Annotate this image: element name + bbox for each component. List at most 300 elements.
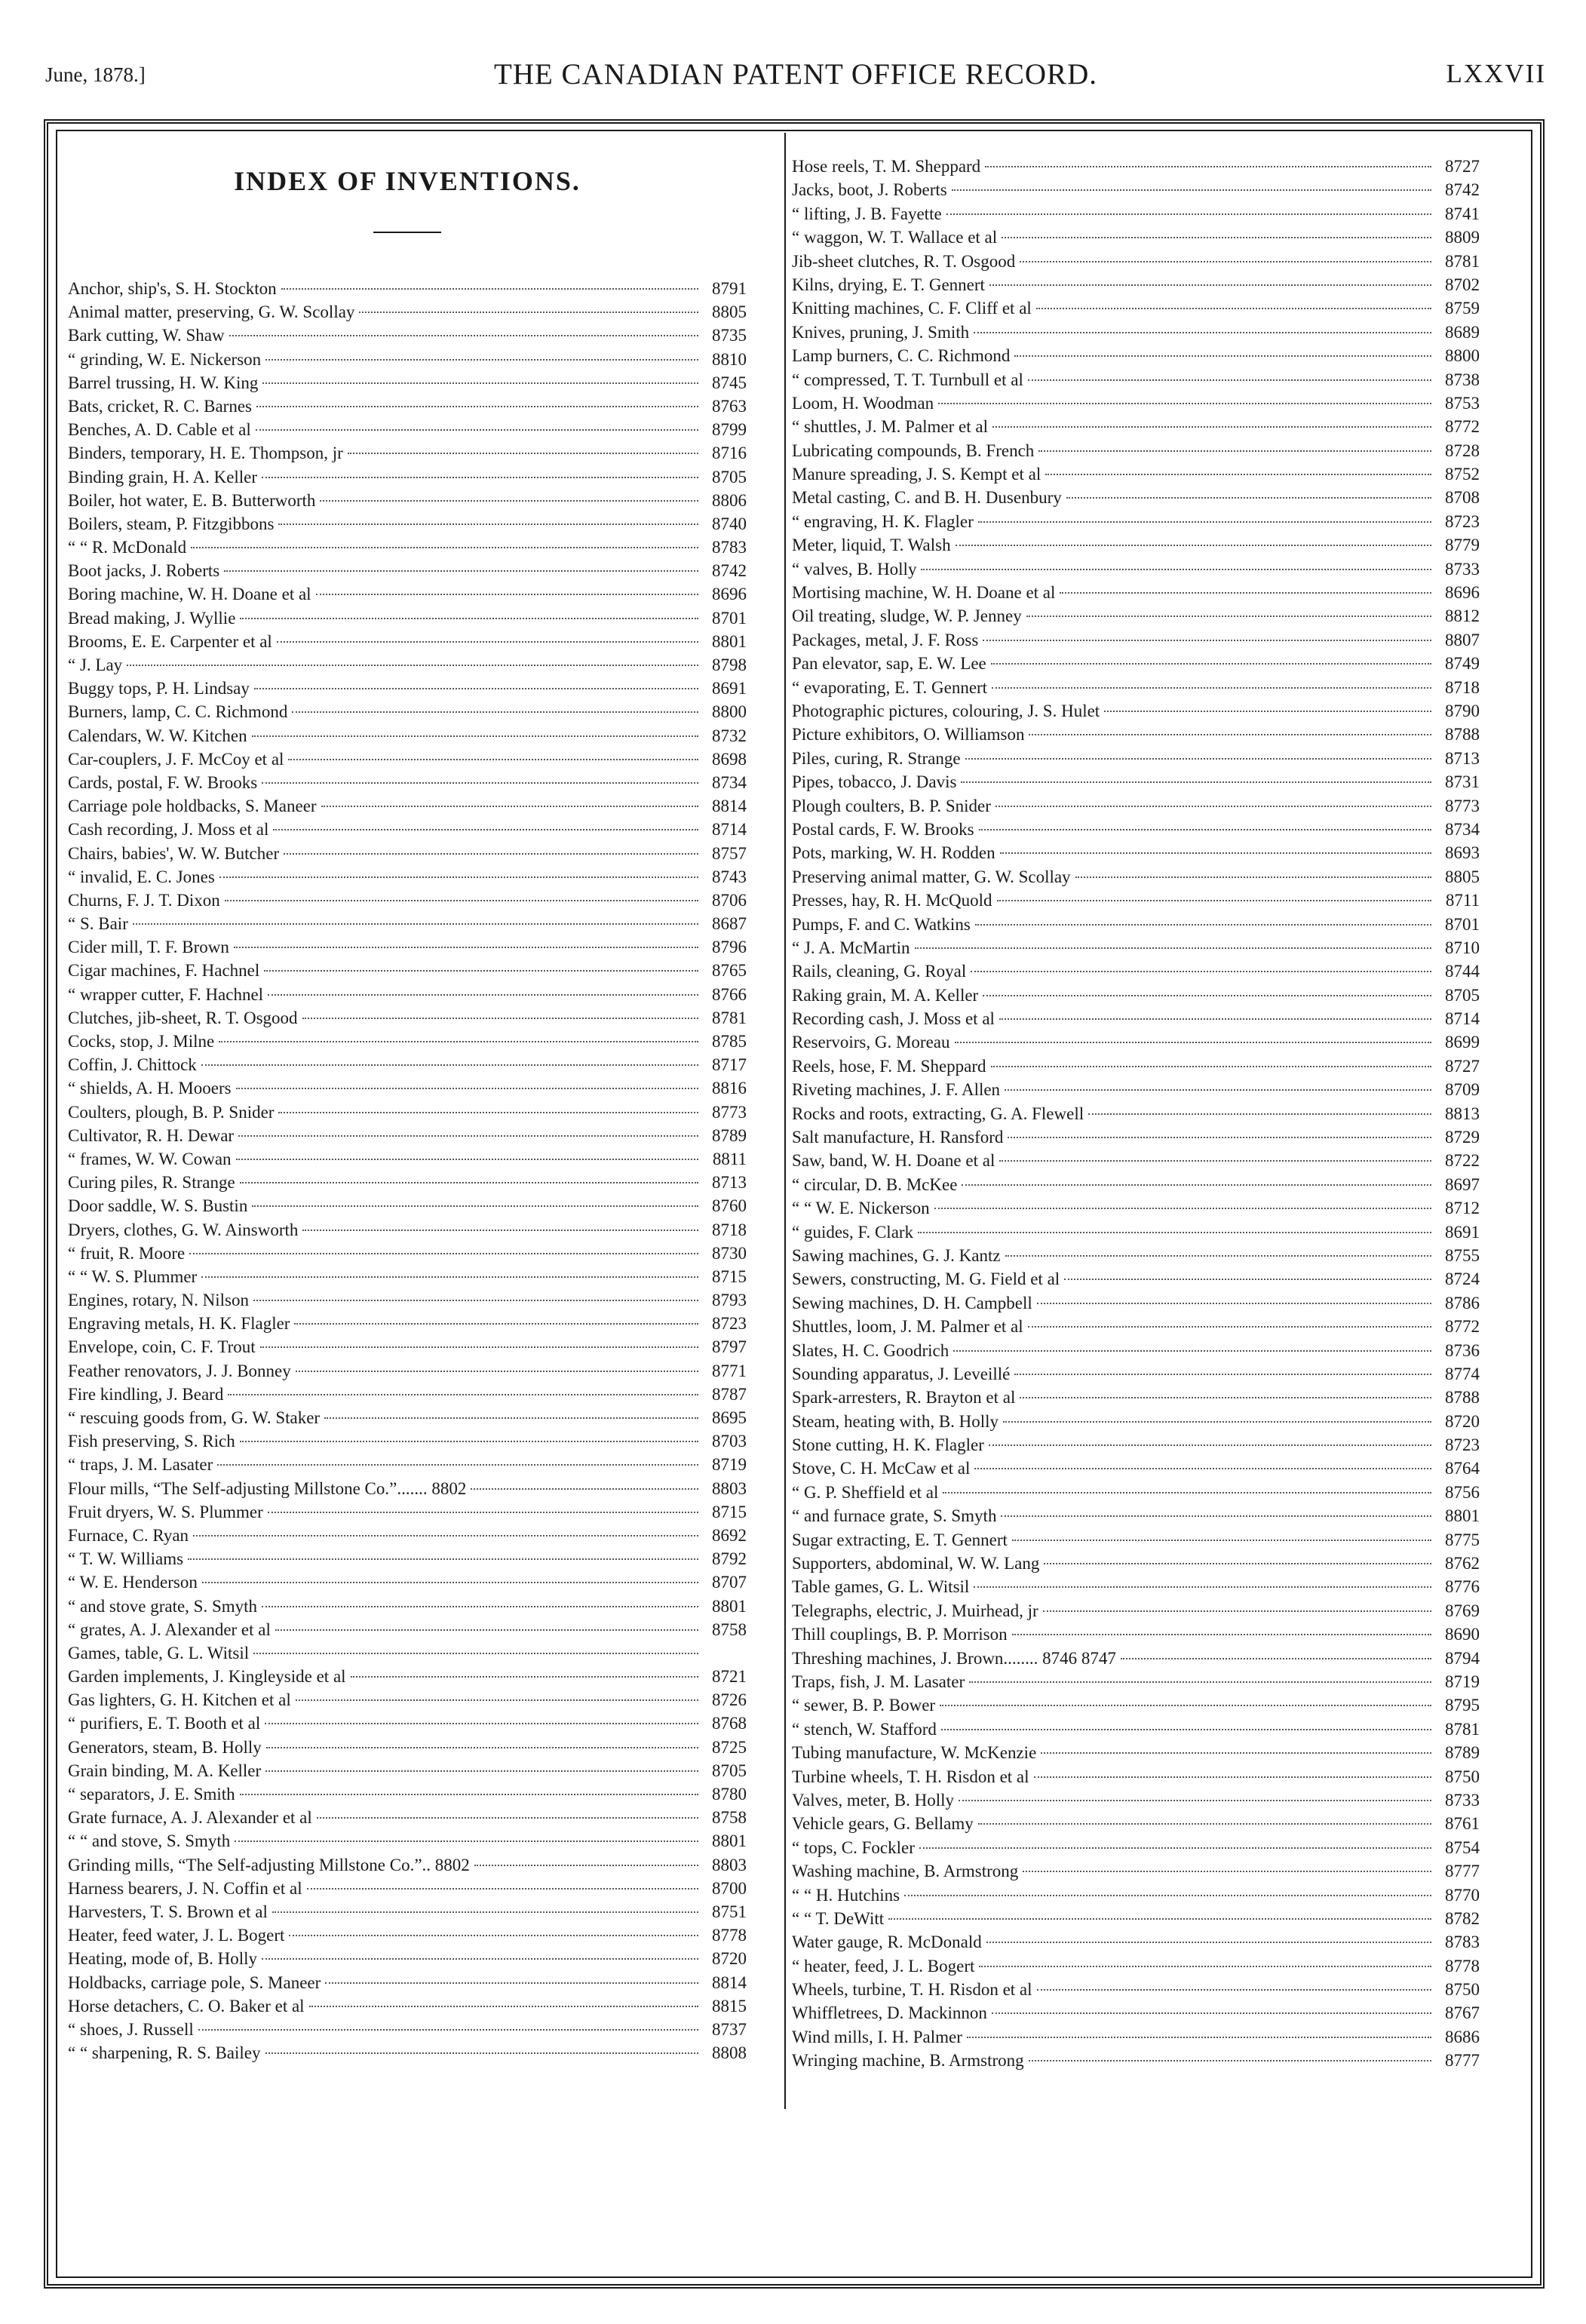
patent-number: 8752 <box>1445 465 1480 484</box>
index-entry <box>792 1339 1480 1362</box>
index-entry <box>68 1194 747 1217</box>
index-column-right <box>792 155 1480 2073</box>
index-entry <box>792 1030 1480 1054</box>
entry-subject: Coulters, plough, B. P. Snider <box>68 1102 275 1122</box>
patent-number: 8783 <box>712 538 747 557</box>
leader-dots <box>921 569 1431 570</box>
patent-number: 8762 <box>1445 1554 1480 1573</box>
entry-subject: Bark cutting, W. Shaw <box>68 326 225 345</box>
entry-subject: Benches, A. D. Cable et al <box>68 420 251 440</box>
index-entry <box>68 889 747 912</box>
patent-number: 8803 <box>712 1855 747 1874</box>
index-entry <box>68 1570 747 1594</box>
index-entry <box>68 959 747 982</box>
leader-dots <box>979 1966 1431 1967</box>
entry-subject: “ lifting, J. B. Fayette <box>792 204 942 223</box>
patent-number: 8686 <box>1445 2027 1480 2046</box>
patent-number: 8773 <box>712 1102 747 1122</box>
patent-number: 8767 <box>1445 2003 1480 2023</box>
patent-number: 8751 <box>712 1902 747 1921</box>
entry-subject: Sugar extracting, E. T. Gennert <box>792 1530 1008 1549</box>
entry-subject: Curing piles, R. Strange <box>68 1173 235 1193</box>
index-entry <box>68 912 747 935</box>
patent-number: 8696 <box>712 585 747 604</box>
leader-dots <box>302 1018 698 1019</box>
patent-number: 8687 <box>712 914 747 934</box>
index-entry <box>792 818 1480 841</box>
index-entry <box>68 1947 747 1970</box>
entry-subject: “ engraving, H. K. Flagler <box>792 511 974 531</box>
leader-dots <box>1002 237 1431 238</box>
leader-dots <box>235 1840 698 1842</box>
entry-subject: “ “ and stove, S. Smyth <box>68 1831 231 1851</box>
entry-subject: Grain binding, M. A. Keller <box>68 1761 262 1780</box>
index-entry <box>792 510 1480 533</box>
entry-subject: Bats, cricket, R. C. Barnes <box>68 396 253 416</box>
patent-number: 8693 <box>1445 843 1480 863</box>
entry-subject: Stove, C. H. McCaw et al <box>792 1459 971 1478</box>
leader-dots <box>262 477 698 478</box>
patent-number: 8733 <box>1445 1790 1480 1810</box>
index-entry <box>68 1923 747 1947</box>
column-divider <box>784 133 786 2109</box>
leader-dots <box>224 570 698 572</box>
entry-subject: Sewing machines, D. H. Campbell <box>792 1293 1032 1312</box>
index-entry <box>68 582 747 606</box>
patent-number: 8765 <box>712 961 747 981</box>
entry-subject: Car-couplers, J. F. McCoy et al <box>68 749 284 769</box>
leader-dots <box>1075 876 1431 878</box>
patent-number: 8742 <box>1445 180 1480 200</box>
entry-subject: Animal matter, preserving, G. W. Scollay <box>68 302 355 322</box>
index-entry <box>792 1457 1480 1480</box>
patent-number: 8729 <box>1445 1128 1480 1147</box>
entry-subject: Boilers, steam, P. Fitzgibbons <box>68 514 275 533</box>
entry-subject: Pipes, tobacco, J. Davis <box>792 772 957 792</box>
leader-dots <box>127 665 698 666</box>
leader-dots <box>1088 1113 1431 1115</box>
index-entry <box>792 557 1480 581</box>
leader-dots <box>979 829 1431 830</box>
leader-dots <box>1029 2060 1431 2062</box>
entry-subject: “ and furnace grate, S. Smyth <box>792 1506 997 1526</box>
index-entry <box>792 368 1480 391</box>
entry-subject: “ “ H. Hutchins <box>792 1885 900 1905</box>
index-entry <box>792 723 1480 746</box>
entry-subject: “ separators, J. E. Smith <box>68 1785 235 1804</box>
patent-number: 8734 <box>712 772 747 792</box>
entry-subject: Reels, hose, F. M. Sheppard <box>792 1056 986 1076</box>
index-title: INDEX OF INVENTIONS. <box>234 166 581 196</box>
patent-number: 8780 <box>712 1785 747 1804</box>
patent-number: 8791 <box>712 279 747 298</box>
leader-dots <box>997 900 1431 901</box>
patent-number: 8769 <box>1445 1601 1480 1620</box>
patent-number: 8705 <box>1445 985 1480 1005</box>
leader-dots <box>904 1895 1431 1896</box>
leader-dots <box>1028 1326 1431 1328</box>
entry-subject: Jib-sheet clutches, R. T. Osgood <box>792 251 1016 271</box>
index-entry <box>792 1078 1480 1101</box>
patent-number: 8753 <box>1445 393 1480 413</box>
patent-number: 8735 <box>712 326 747 345</box>
patent-number: 8757 <box>712 843 747 863</box>
index-entry <box>792 628 1480 652</box>
patent-number: 8758 <box>712 1619 747 1639</box>
index-entry <box>792 1386 1480 1409</box>
leader-dots <box>253 1653 698 1654</box>
index-entry <box>68 1900 747 1923</box>
index-entry <box>792 1433 1480 1457</box>
entry-subject: Mortising machine, W. H. Doane et al <box>792 583 1056 603</box>
entry-subject: “ invalid, E. C. Jones <box>68 867 215 886</box>
patent-number: 8775 <box>1445 1530 1480 1549</box>
leader-dots <box>219 876 698 878</box>
entry-subject: Lamp burners, C. C. Richmond <box>792 346 1011 366</box>
index-entry <box>68 348 747 371</box>
entry-subject: Sounding apparatus, J. Leveillé <box>792 1364 1011 1383</box>
entry-subject: “ stench, W. Stafford <box>792 1719 937 1739</box>
patent-number: 8736 <box>1445 1340 1480 1360</box>
leader-dots <box>277 641 698 643</box>
index-entry <box>68 653 747 677</box>
patent-number: 8714 <box>1445 1009 1480 1029</box>
entry-subject: Boring machine, W. H. Doane et al <box>68 585 311 604</box>
leader-dots <box>992 2012 1431 2014</box>
leader-dots <box>268 1512 698 1513</box>
leader-dots <box>1012 1540 1431 1541</box>
patent-number: 8749 <box>1445 654 1480 674</box>
leader-dots <box>1041 1752 1431 1754</box>
leader-dots <box>272 1911 698 1913</box>
index-entry <box>792 1220 1480 1244</box>
patent-number: 8703 <box>712 1432 747 1451</box>
leader-dots <box>1005 1089 1431 1091</box>
patent-number: 8721 <box>712 1667 747 1687</box>
index-entry <box>68 1312 747 1335</box>
patent-number: 8816 <box>712 1079 747 1098</box>
patent-number: 8696 <box>1445 583 1480 603</box>
index-entry <box>68 1641 747 1665</box>
patent-number: 8788 <box>1445 1388 1480 1408</box>
leader-dots <box>252 1205 698 1207</box>
patent-number: 8732 <box>712 726 747 745</box>
leader-dots <box>941 1729 1431 1730</box>
index-entry <box>68 748 747 771</box>
entry-subject: Manure spreading, J. S. Kempt et al <box>792 465 1041 484</box>
index-entry <box>792 1149 1480 1172</box>
entry-subject: Coffin, J. Chittock <box>68 1055 197 1075</box>
patent-number: 8690 <box>1445 1625 1480 1644</box>
entry-subject: Rocks and roots, extracting, G. A. Flewell <box>792 1104 1084 1123</box>
leader-dots <box>240 618 698 619</box>
index-entry <box>792 1812 1480 1835</box>
index-entry <box>792 415 1480 438</box>
index-entry <box>68 1688 747 1712</box>
index-entry <box>68 842 747 865</box>
entry-subject: “ evaporating, E. T. Gennert <box>792 677 988 697</box>
index-entry <box>792 699 1480 723</box>
entry-subject: Meter, liquid, T. Walsh <box>792 536 951 555</box>
leader-dots <box>991 1066 1431 1067</box>
leader-dots <box>320 500 698 502</box>
leader-dots <box>918 1232 1431 1233</box>
patent-number: 8720 <box>1445 1411 1480 1431</box>
leader-dots <box>229 335 698 336</box>
leader-dots <box>260 1346 698 1348</box>
patent-number: 8799 <box>712 420 747 440</box>
index-column-left <box>68 155 747 2065</box>
index-entry <box>792 1883 1480 1907</box>
index-entry <box>792 1670 1480 1693</box>
index-entry <box>68 865 747 889</box>
entry-subject: Harness bearers, J. N. Coffin et al <box>68 1878 302 1898</box>
index-entry <box>68 1006 747 1030</box>
patent-number: 8743 <box>712 867 747 886</box>
index-entry <box>792 913 1480 936</box>
patent-number: 8764 <box>1445 1459 1480 1478</box>
leader-dots <box>201 1276 698 1278</box>
patent-number: 8783 <box>1445 1933 1480 1952</box>
index-entry <box>68 1877 747 1900</box>
index-entry <box>68 1124 747 1147</box>
leader-dots <box>264 970 698 972</box>
patent-number: 8768 <box>712 1714 747 1733</box>
patent-number: 8716 <box>712 444 747 463</box>
patent-number: 8754 <box>1445 1837 1480 1857</box>
entry-subject: Chairs, babies', W. W. Butcher <box>68 843 280 863</box>
index-entry <box>68 1853 747 1877</box>
index-entry <box>68 771 747 794</box>
index-entry <box>68 1359 747 1383</box>
patent-number: 8792 <box>712 1549 747 1569</box>
patent-number: 8750 <box>1445 1767 1480 1786</box>
leader-dots <box>934 1208 1431 1209</box>
entry-subject: Whiffletrees, D. Mackinnon <box>792 2003 987 2023</box>
index-entry <box>792 296 1480 320</box>
leader-dots <box>974 332 1431 333</box>
index-entry <box>792 1410 1480 1433</box>
entry-subject: Fruit dryers, W. S. Plummer <box>68 1502 263 1521</box>
page-number: LXXVII <box>1446 59 1546 88</box>
leader-dots <box>983 995 1431 996</box>
patent-number: 8778 <box>712 1926 747 1945</box>
index-entry <box>68 1288 747 1312</box>
patent-number: 8691 <box>1445 1222 1480 1242</box>
leader-dots <box>1104 711 1431 712</box>
entry-subject: Cash recording, J. Moss et al <box>68 820 269 840</box>
entry-subject: Harvesters, T. S. Brown et al <box>68 1902 268 1921</box>
entry-subject: “ J. Lay <box>68 655 123 674</box>
entry-subject: Sewers, constructing, M. G. Field et al <box>792 1269 1060 1289</box>
index-entry <box>68 559 747 582</box>
entry-subject: Grinding mills, “The Self-adjusting Millstone Co.”.. 8802 <box>68 1855 470 1874</box>
patent-number: 8720 <box>712 1949 747 1969</box>
index-entry <box>792 1693 1480 1717</box>
leader-dots <box>265 1723 698 1724</box>
index-entry <box>792 1907 1480 1930</box>
leader-dots <box>265 359 698 361</box>
leader-dots <box>281 288 698 290</box>
index-entry <box>792 1930 1480 1954</box>
index-entry <box>68 371 747 394</box>
entry-subject: Barrel trussing, H. W. King <box>68 373 259 392</box>
leader-dots <box>888 1918 1431 1920</box>
patent-number: 8723 <box>712 1314 747 1334</box>
entry-subject: “ sewer, B. P. Bower <box>792 1696 936 1715</box>
leader-dots <box>940 1705 1431 1706</box>
patent-number: 8800 <box>1445 346 1480 366</box>
entry-subject: Washing machine, B. Armstrong <box>792 1862 1019 1881</box>
index-entry <box>68 2018 747 2041</box>
index-entry <box>68 935 747 959</box>
patent-number: 8805 <box>1445 867 1480 886</box>
entry-subject: Knives, pruning, J. Smith <box>792 322 970 342</box>
entry-subject: Spark-arresters, R. Brayton et al <box>792 1388 1016 1408</box>
entry-subject: Picture exhibitors, O. Williamson <box>792 725 1025 744</box>
leader-dots <box>974 1468 1431 1469</box>
patent-number: 8781 <box>1445 1719 1480 1739</box>
index-entry <box>68 1053 747 1076</box>
leader-dots <box>1003 1421 1431 1423</box>
entry-subject: Threshing machines, J. Brown........ 8746 8747 <box>792 1648 1116 1668</box>
leader-dots <box>1001 1515 1431 1517</box>
patent-number: 8801 <box>712 1596 747 1616</box>
entry-subject: Boiler, hot water, E. B. Butterworth <box>68 490 316 510</box>
entry-subject: Engines, rotary, N. Nilson <box>68 1291 249 1310</box>
patent-number: 8801 <box>712 631 747 651</box>
entry-subject: Sawing machines, G. J. Kantz <box>792 1245 1001 1265</box>
index-entry <box>792 1765 1480 1788</box>
leader-dots <box>955 1042 1431 1043</box>
leader-dots <box>999 1160 1431 1162</box>
leader-dots <box>1005 1255 1431 1257</box>
patent-number: 8786 <box>1445 1293 1480 1312</box>
entry-subject: Engraving metals, H. K. Flagler <box>68 1314 290 1334</box>
leader-dots <box>946 213 1431 215</box>
entry-subject: Vehicle gears, G. Bellamy <box>792 1814 974 1834</box>
patent-number: 8808 <box>712 2043 747 2063</box>
patent-number: 8740 <box>712 514 747 533</box>
index-entry <box>68 1994 747 2018</box>
entry-subject: “ G. P. Sheffield et al <box>792 1482 939 1502</box>
entry-subject: Metal casting, C. and B. H. Dusenbury <box>792 488 1062 508</box>
entry-subject: “ waggon, W. T. Wallace et al <box>792 228 998 247</box>
leader-dots <box>1012 1634 1431 1635</box>
patent-number: 8709 <box>1445 1080 1480 1100</box>
index-entry <box>68 1806 747 1829</box>
patent-number: 8717 <box>712 1055 747 1075</box>
index-entry <box>792 865 1480 889</box>
patent-number: 8723 <box>1445 1435 1480 1455</box>
leader-dots <box>985 166 1431 167</box>
entry-subject: “ circular, D. B. McKee <box>792 1174 958 1194</box>
patent-number: 8718 <box>1445 677 1480 697</box>
patent-number: 8697 <box>1445 1174 1480 1194</box>
entry-subject: Shuttles, loom, J. M. Palmer et al <box>792 1317 1023 1337</box>
patent-number: 8789 <box>712 1125 747 1145</box>
leader-dots <box>992 426 1431 428</box>
index-entry <box>68 1335 747 1358</box>
patent-number: 8773 <box>1445 796 1480 815</box>
leader-dots <box>219 1041 698 1042</box>
index-entry <box>68 1782 747 1806</box>
entry-subject: “ shoes, J. Russell <box>68 2019 194 2039</box>
leader-dots <box>217 1464 698 1466</box>
entry-subject: “ and stove grate, S. Smyth <box>68 1596 258 1616</box>
entry-subject: Fish preserving, S. Rich <box>68 1432 235 1451</box>
entry-subject: “ S. Bair <box>68 914 128 934</box>
leader-dots <box>265 2052 698 2054</box>
leader-dots <box>348 453 698 454</box>
entry-subject: “ “ W. E. Nickerson <box>792 1199 930 1218</box>
leader-dots <box>253 1300 698 1301</box>
entry-subject: Heating, mode of, B. Holly <box>68 1949 258 1969</box>
leader-dots <box>938 403 1431 404</box>
leader-dots <box>188 1558 698 1560</box>
index-entry <box>68 983 747 1006</box>
index-entry <box>792 959 1480 983</box>
leader-dots <box>316 594 698 595</box>
patent-number: 8811 <box>712 1149 747 1168</box>
leader-dots <box>991 663 1431 665</box>
leader-dots <box>1000 852 1431 854</box>
entry-subject: “ traps, J. M. Lasater <box>68 1455 213 1475</box>
leader-dots <box>254 688 698 689</box>
patent-number: 8800 <box>712 702 747 722</box>
leader-dots <box>236 1159 698 1160</box>
index-entry <box>68 441 747 465</box>
index-entry <box>792 1102 1480 1125</box>
entry-subject: Reservoirs, G. Moreau <box>792 1033 950 1052</box>
patent-number: 8814 <box>712 797 747 816</box>
index-entry <box>792 2049 1480 2072</box>
leader-dots <box>474 1865 698 1866</box>
index-entry <box>792 1362 1480 1386</box>
index-entry <box>68 1759 747 1782</box>
leader-dots <box>324 1417 698 1419</box>
index-entry <box>792 1836 1480 1859</box>
leader-dots <box>284 853 698 855</box>
entry-subject: Dryers, clothes, G. W. Ainsworth <box>68 1220 299 1239</box>
index-entry <box>792 889 1480 912</box>
leader-dots <box>262 1958 698 1960</box>
patent-number: 8706 <box>712 890 747 910</box>
patent-number: 8778 <box>1445 1956 1480 1976</box>
entry-subject: “ “ W. S. Plummer <box>68 1266 198 1286</box>
index-entry <box>68 1429 747 1453</box>
patent-number: 8701 <box>1445 914 1480 934</box>
index-entry <box>792 1623 1480 1646</box>
patent-number: 8741 <box>1445 204 1480 223</box>
patent-number: 8763 <box>712 396 747 416</box>
leader-dots <box>262 382 698 384</box>
leader-dots <box>256 406 698 407</box>
entry-subject: Horse detachers, C. O. Baker et al <box>68 1996 305 2015</box>
index-entry <box>792 1315 1480 1338</box>
index-entry <box>68 1500 747 1524</box>
index-entry <box>68 606 747 630</box>
index-entry <box>68 1595 747 1618</box>
entry-subject: Envelope, coin, C. F. Trout <box>68 1337 256 1357</box>
entry-subject: Telegraphs, electric, J. Muirhead, jr <box>792 1601 1038 1620</box>
index-entry <box>68 700 747 723</box>
leader-dots <box>1014 1374 1431 1375</box>
patent-number: 8713 <box>1445 748 1480 768</box>
entry-subject: “ T. W. Williams <box>68 1549 184 1569</box>
index-entry <box>68 1265 747 1288</box>
index-entry <box>792 747 1480 770</box>
